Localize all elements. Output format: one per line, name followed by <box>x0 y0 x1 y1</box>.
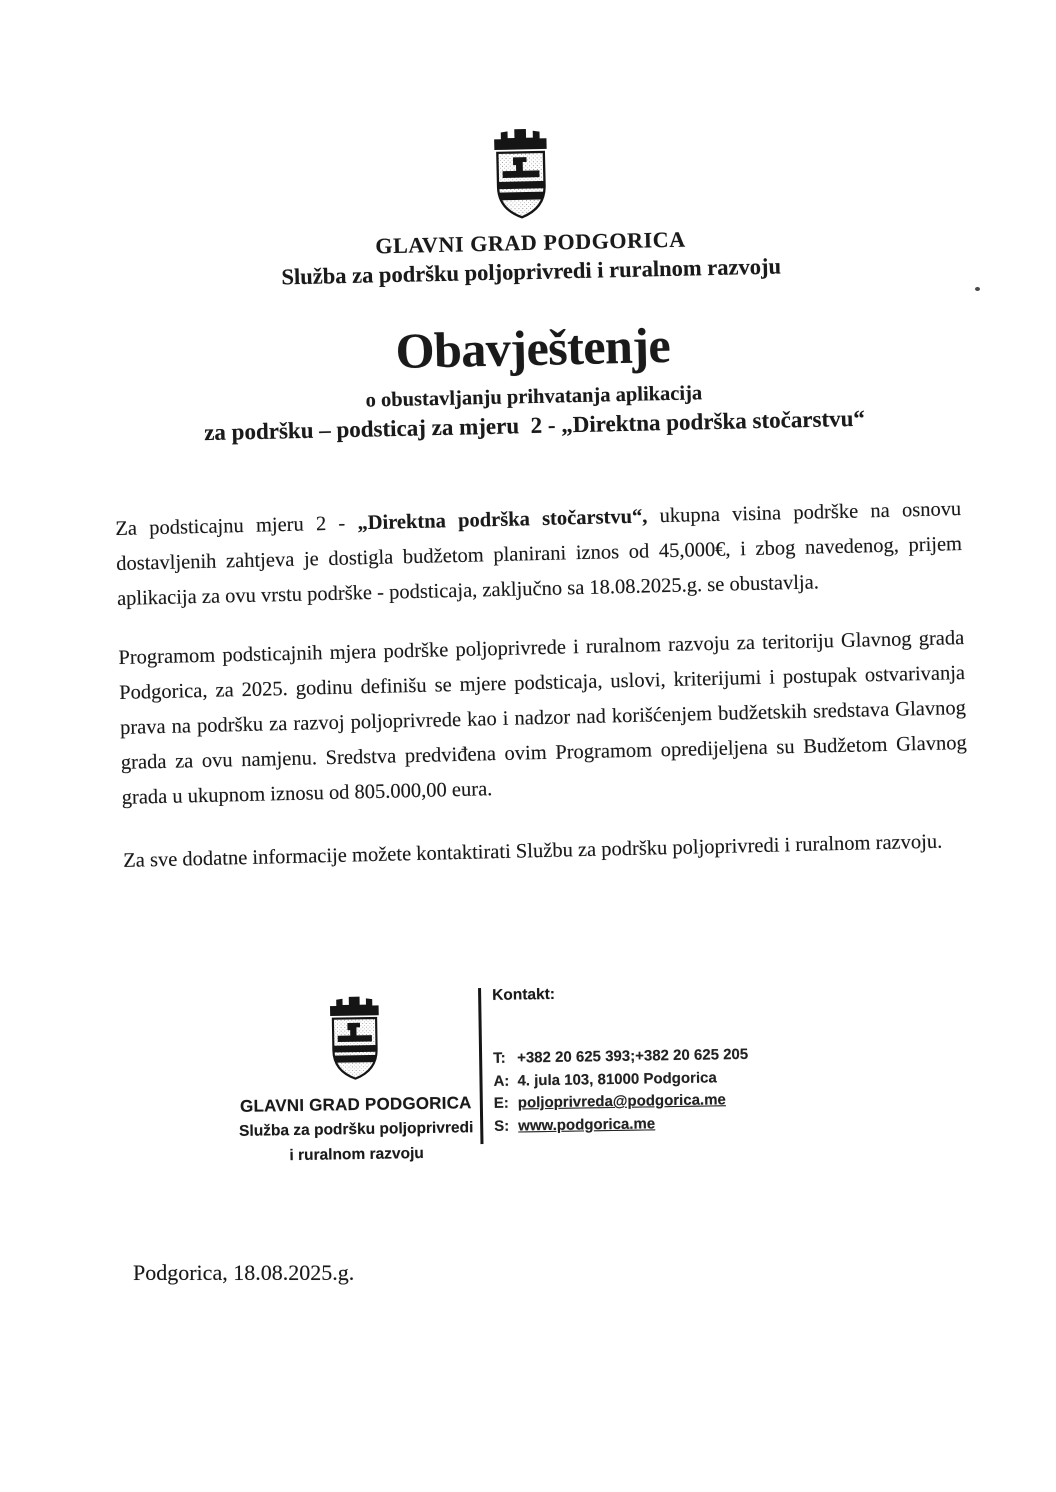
phone-label: T: <box>493 1049 506 1067</box>
signature-block <box>230 979 813 1188</box>
header-block <box>0 114 1056 451</box>
signature-dept-line1: Služba za podršku poljoprivredi <box>238 1119 474 1140</box>
department-name: Služba za podršku poljoprivredi i ruralnom razvoju <box>281 253 782 290</box>
paragraph-1 <box>115 492 963 617</box>
paragraph-2: Programom podsticajnih mjera podrške poljoprivrede i ruralnom razvoju za teritoriju Glavnog grada Podgorica, za 2025. godinu definišu se mjere podsticaja, uslovi, kriterijumi i postupak ostvarivanja prava na podršku za razvoj poljoprivrede kao i nadzor nad korišćenjem budžetskih sredstava Glavnog grada za ovu namjenu. Sredstva predviđena ovim Programom opredijeljena su Budžetom Glavnog grada u ukupnom iznosu od 805.000,00 eura. <box>118 627 967 809</box>
paragraph-1-rest: ukupna visina podrške na osnovu dostavljenih zahtjeva je dostigla budžetom planirani iznos od 45,000€, i zbog navedenog, prijem aplikacija za ovu vrstu podrške - podsticaja, zaključno sa 18.08.2025.g. se obustavlja. <box>115 498 963 610</box>
contact-phone-row <box>493 1043 793 1070</box>
podgorica-coat-of-arms-icon <box>489 125 553 223</box>
email-link[interactable]: poljoprivreda@podgorica.me <box>517 1091 726 1112</box>
footer-place-date: Podgorica, 18.08.2025.g. <box>133 1260 355 1285</box>
phone-value: +382 20 625 393;+382 20 625 205 <box>517 1045 749 1067</box>
email-label: E: <box>493 1094 509 1112</box>
notice-subtitle-line1: o obustavljanju prihvatanja aplikacija <box>365 382 703 412</box>
paragraph-1-start: Za podsticajnu mjeru 2 - <box>115 512 358 540</box>
website-link[interactable]: www.podgorica.me <box>518 1114 656 1134</box>
contact-block <box>492 981 794 1138</box>
notice-subtitle-line2: za podršku – podsticaj za mjeru 2 - „Direktna podrška stočarstvu“ <box>203 405 866 446</box>
paragraph-3: Za sve dodatne informacije možete kontaktirati Službu za podršku poljoprivredi i ruralnom razvoju. <box>122 830 943 872</box>
website-label: S: <box>494 1117 510 1135</box>
podgorica-coat-of-arms-icon <box>325 994 384 1085</box>
notice-title: Obavještenje <box>395 316 671 379</box>
scan-speck-artifact <box>975 287 980 291</box>
signature-dept-line2: i ruralnom razvoju <box>289 1144 424 1165</box>
address-label: A: <box>493 1072 510 1090</box>
contact-website-row <box>494 1111 794 1138</box>
body-text <box>115 492 970 903</box>
contact-rows <box>493 1043 794 1138</box>
signature-identity <box>230 992 481 1169</box>
organization-name: GLAVNI GRAD PODGORICA <box>375 226 686 259</box>
paragraph-1-emphasis: „Direktna podrška stočarstvu“, <box>357 505 648 535</box>
signature-org-name: GLAVNI GRAD PODGORICA <box>239 1093 472 1116</box>
contact-heading: Kontakt: <box>492 985 556 1004</box>
address-value: 4. jula 103, 81000 Podgorica <box>517 1068 717 1089</box>
